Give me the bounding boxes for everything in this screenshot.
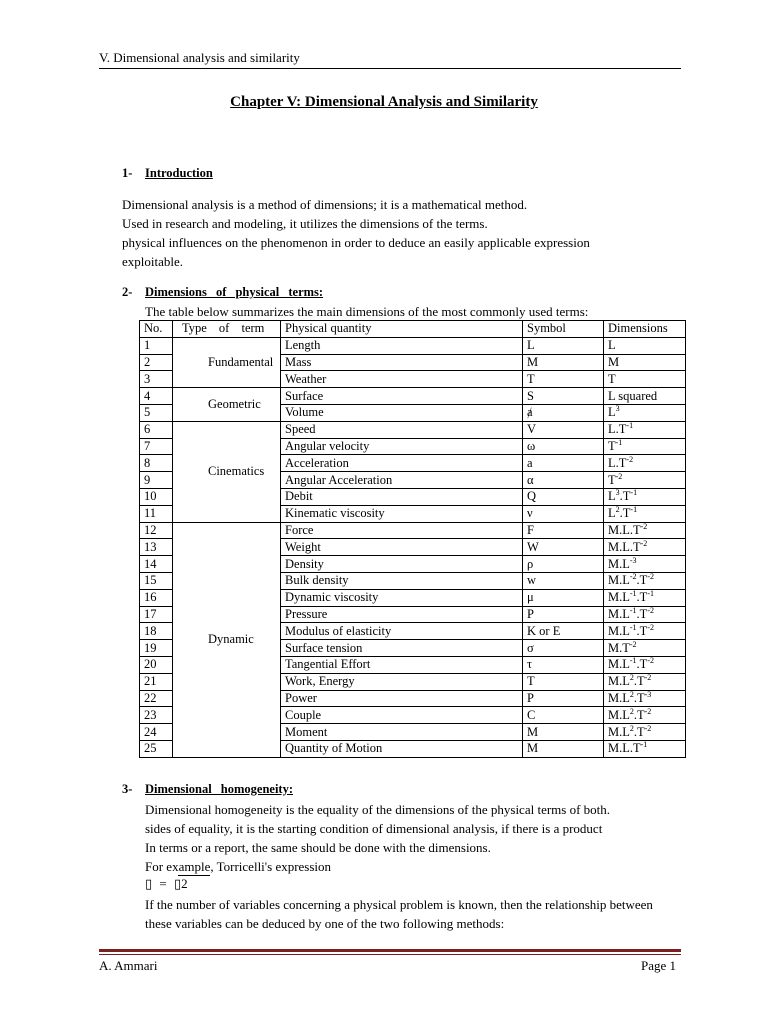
section-1-heading [122,166,213,181]
quantity-cell: Surface tension [281,640,523,657]
section-1-body [122,195,673,271]
type-cell: Cinematics [173,421,281,522]
row-number-cell: 18 [140,623,173,640]
quantity-cell: Mass [281,354,523,371]
quantity-cell: Power [281,690,523,707]
table-row [140,522,686,539]
quantity-cell: Force [281,522,523,539]
dimension-cell: $M.L^{-2}.T^{-2}$ [604,572,686,589]
row-number-cell: 22 [140,690,173,707]
row-number-cell: 12 [140,522,173,539]
section-3-label: Dimensional homogeneity: [145,782,294,796]
column-header: Dimensions [604,321,686,338]
row-number-cell: 10 [140,488,173,505]
dimension-cell: $T^{-2}$ [604,472,686,489]
section-3-number: 3- [122,782,133,796]
type-cell: Dynamic [173,522,281,757]
dimension-cell: L squared [604,388,686,405]
quantity-cell: Work, Energy [281,673,523,690]
quantity-cell: Volume [281,404,523,421]
section-3-line: Dimensional homogeneity is the equality of the dimensions of the physical terms of both. [145,802,611,817]
symbol-cell: C [523,707,604,724]
section-3-line: In terms or a report, the same should be done with the dimensions. [145,840,491,855]
quantity-cell: Modulus of elasticity [281,623,523,640]
dimensions-table [139,320,686,758]
symbol-cell: P [523,690,604,707]
quantity-cell: Angular Acceleration [281,472,523,489]
symbol-cell: M [523,740,604,757]
section-1-line: exploitable. [122,254,184,269]
header-divider [99,68,681,69]
quantity-cell: Weather [281,371,523,388]
section-3-heading [122,782,293,797]
quantity-cell: Density [281,556,523,573]
section-3-after [145,895,653,933]
footer-divider-thick [99,949,681,952]
symbol-cell: K or E [523,623,604,640]
symbol-cell: ⱥ [523,404,604,421]
quantity-cell: Surface [281,388,523,405]
row-number-cell: 2 [140,354,173,371]
symbol-cell: τ [523,656,604,673]
column-header: No. [140,321,173,338]
column-header: Symbol [523,321,604,338]
dimension-cell: $M.L^{-1}.T^{-2}$ [604,623,686,640]
dimension-cell: $M.L^{-1}.T^{-2}$ [604,606,686,623]
quantity-cell: Dynamic viscosity [281,589,523,606]
row-number-cell: 20 [140,656,173,673]
symbol-cell: M [523,724,604,741]
quantity-cell: Speed [281,421,523,438]
radical-bar [178,875,210,876]
quantity-cell: Length [281,337,523,354]
section-3-body [145,800,610,876]
section-1-line: physical influences on the phenomenon in order to deduce an easily applicable expression [122,235,590,250]
symbol-cell: w [523,572,604,589]
row-number-cell: 8 [140,455,173,472]
column-header: Physical quantity [281,321,523,338]
symbol-cell: W [523,539,604,556]
row-number-cell: 6 [140,421,173,438]
section-1-number: 1- [122,166,133,180]
symbol-cell: M [523,354,604,371]
quantity-cell: Tangential Effort [281,656,523,673]
type-cell: Geometric [173,388,281,422]
section-3-line: If the number of variables concerning a physical problem is known, then the relationship between [145,897,653,912]
dimension-cell: $M.T^{-2}$ [604,640,686,657]
section-1-line: Used in research and modeling, it utilizes the dimensions of the terms. [122,216,488,231]
section-1-line: Dimensional analysis is a method of dimensions; it is a mathematical method. [122,197,528,212]
dimension-cell: $M.L.T^{-1}$ [604,740,686,757]
table-row [140,421,686,438]
table-row [140,388,686,405]
dimension-cell: M [604,354,686,371]
dimension-cell: $L^2.T^{-1}$ [604,505,686,522]
row-number-cell: 23 [140,707,173,724]
row-number-cell: 17 [140,606,173,623]
row-number-cell: 13 [140,539,173,556]
row-number-cell: 5 [140,404,173,421]
section-2-label: Dimensions of physical terms: [145,285,324,299]
footer-author: A. Ammari [99,958,158,973]
dimension-cell: T [604,371,686,388]
symbol-cell: V [523,421,604,438]
quantity-cell: Couple [281,707,523,724]
symbol-cell: L [523,337,604,354]
section-2-intro: The table below summarizes the main dimensions of the most commonly used terms: [145,304,589,319]
symbol-cell: F [523,522,604,539]
section-3-line: For example, Torricelli's expression [145,859,332,874]
row-number-cell: 4 [140,388,173,405]
symbol-cell: ν [523,505,604,522]
symbol-cell: T [523,371,604,388]
symbol-cell: σ [523,640,604,657]
dimension-cell: $M.L^{-1}.T^{-1}$ [604,589,686,606]
dimension-cell: $M.L^{-3}$ [604,556,686,573]
symbol-cell: P [523,606,604,623]
dimension-cell: $M.L^2.T^{-2}$ [604,673,686,690]
dimension-cell: $M.L^{-1}.T^{-2}$ [604,656,686,673]
section-2-heading [122,285,323,300]
quantity-cell: Acceleration [281,455,523,472]
running-header: V. Dimensional analysis and similarity [99,50,300,65]
quantity-cell: Pressure [281,606,523,623]
quantity-cell: Angular velocity [281,438,523,455]
row-number-cell: 25 [140,740,173,757]
dimension-cell: L [604,337,686,354]
dimension-cell: $M.L.T^{-2}$ [604,539,686,556]
table-row [140,337,686,354]
symbol-cell: μ [523,589,604,606]
row-number-cell: 11 [140,505,173,522]
column-header: Type of term [173,321,281,338]
symbol-cell: ρ [523,556,604,573]
dimension-cell: $M.L^2.T^{-3}$ [604,690,686,707]
section-2-number: 2- [122,285,133,299]
dimension-cell: $M.L^2.T^{-2}$ [604,724,686,741]
row-number-cell: 19 [140,640,173,657]
row-number-cell: 3 [140,371,173,388]
quantity-cell: Bulk density [281,572,523,589]
table-header-row [140,321,686,338]
dimension-cell: $L.T^{-1}$ [604,421,686,438]
quantity-cell: Quantity of Motion [281,740,523,757]
row-number-cell: 9 [140,472,173,489]
row-number-cell: 7 [140,438,173,455]
quantity-cell: Kinematic viscosity [281,505,523,522]
formula-right: ▯2 [174,876,188,891]
row-number-cell: 16 [140,589,173,606]
symbol-cell: α [523,472,604,489]
formula-left: ▯ [145,876,153,891]
symbol-cell: ω [523,438,604,455]
dimension-cell: $T^{-1}$ [604,438,686,455]
symbol-cell: T [523,673,604,690]
quantity-cell: Debit [281,488,523,505]
row-number-cell: 1 [140,337,173,354]
symbol-cell: Q [523,488,604,505]
symbol-cell: S [523,388,604,405]
type-cell: Fundamental [173,337,281,387]
formula-equals: = [159,876,167,891]
quantity-cell: Moment [281,724,523,741]
symbol-cell: a [523,455,604,472]
section-1-label: Introduction [145,166,213,180]
chapter-title: Chapter V: Dimensional Analysis and Similarity [230,94,538,110]
footer-divider-thin [99,954,681,955]
row-number-cell: 14 [140,556,173,573]
section-3-line: these variables can be deduced by one of the two following methods: [145,916,505,931]
torricelli-formula [145,876,188,892]
table-body [140,337,686,757]
row-number-cell: 15 [140,572,173,589]
section-3-line: sides of equality, it is the starting condition of dimensional analysis, if there is a product [145,821,603,836]
row-number-cell: 24 [140,724,173,741]
footer-page-number: Page 1 [640,958,676,973]
dimension-cell: $L^3.T^{-1}$ [604,488,686,505]
dimension-cell: $M.L.T^{-2}$ [604,522,686,539]
dimension-cell: $M.L^2.T^{-2}$ [604,707,686,724]
row-number-cell: 21 [140,673,173,690]
dimension-cell: $L^3$ [604,404,686,421]
dimension-cell: $L.T^{-2}$ [604,455,686,472]
quantity-cell: Weight [281,539,523,556]
